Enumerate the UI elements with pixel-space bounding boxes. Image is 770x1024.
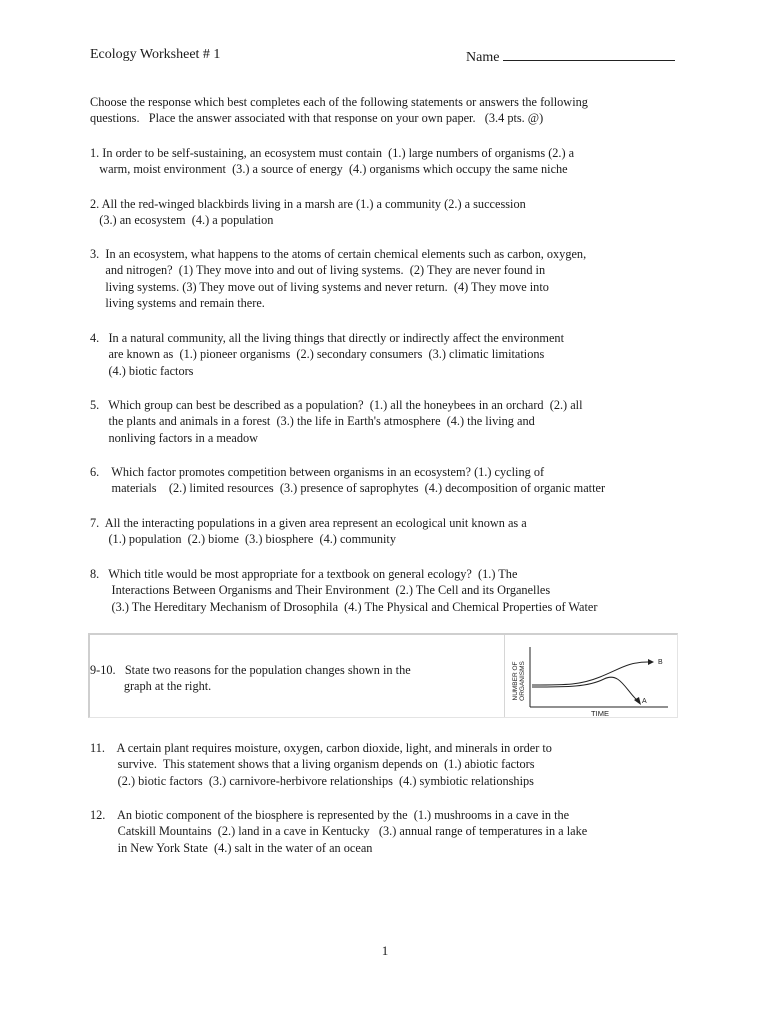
question-9-10: [90, 662, 411, 695]
graph-ylabel: [512, 660, 526, 700]
population-graph: [508, 641, 678, 717]
question-line: warm, moist environment (3.) a source of energy (4.) organisms which occupy the same niche: [90, 162, 568, 177]
question-7: [90, 515, 527, 548]
box-divider: [504, 635, 505, 717]
name-field: [466, 47, 675, 66]
question-line: (4.) biotic factors: [90, 363, 194, 378]
graph-ylabel-line1: NUMBER OF: [512, 661, 519, 701]
question-line: living systems and remain there.: [90, 296, 265, 311]
question-line: 2. All the red-winged blackbirds living in a marsh are (1.) a community (2.) a succession: [90, 197, 526, 211]
question-line: materials (2.) limited resources (3.) presence of saprophytes (4.) decomposition of organic matter: [90, 481, 606, 496]
question-line: 4. In a natural community, all the living things that directly or indirectly affect the environment: [90, 331, 564, 345]
question-line: 1. In order to be self-sustaining, an ecosystem must contain (1.) large numbers of organisms (2.) a: [90, 146, 575, 160]
question-line: (1.) population (2.) biome (3.) biosphere (4.) community: [90, 532, 396, 547]
question-line: Catskill Mountains (2.) land in a cave in Kentucky (3.) annual range of temperatures in a lake: [90, 824, 588, 839]
question-line: and nitrogen? (1) They move into and out of living systems. (2) They are never found in: [90, 263, 546, 278]
question-line: 11. A certain plant requires moisture, oxygen, carbon dioxide, light, and minerals in order to: [90, 741, 552, 755]
instructions-line: Choose the response which best completes each of the following statements or answers the following: [90, 95, 588, 109]
question-line: in New York State (4.) salt in the water of an ocean: [90, 840, 373, 855]
question-4: [90, 330, 564, 379]
question-line: survive. This statement shows that a living organism depends on (1.) abiotic factors: [90, 757, 535, 772]
question-8: [90, 566, 598, 615]
instructions: [90, 94, 690, 127]
question-6: [90, 464, 605, 497]
graph-xlabel: TIME: [591, 709, 609, 717]
name-blank-line: [503, 47, 675, 61]
question-line: nonliving factors in a meadow: [90, 430, 259, 445]
question-line: graph at the right.: [90, 679, 212, 694]
question-2: [90, 196, 526, 229]
graph-label-a: A: [642, 698, 647, 705]
question-line: 3. In an ecosystem, what happens to the atoms of certain chemical elements such as carbon, oxygen,: [90, 247, 587, 261]
page-number: 1: [381, 943, 389, 958]
graph-label-b: B: [658, 659, 663, 666]
name-label: Name: [466, 50, 500, 65]
question-line: 7. All the interacting populations in a given area represent an ecological unit known as a: [90, 516, 527, 530]
question-line: are known as (1.) pioneer organisms (2.) secondary consumers (3.) climatic limitations: [90, 347, 545, 362]
graph-curve-b: [532, 662, 648, 685]
graph-curve-a: [532, 677, 638, 701]
question-line: (2.) biotic factors (3.) carnivore-herbivore relationships (4.) symbiotic relationships: [90, 773, 534, 788]
question-line: 6. Which factor promotes competition between organisms in an ecosystem? (1.) cycling of: [90, 465, 545, 479]
question-line: 5. Which group can best be described as a population? (1.) all the honeybees in an orchard (2.) all: [90, 398, 583, 412]
question-line: 12. An biotic component of the biosphere is represented by the (1.) mushrooms in a cave in the: [90, 808, 570, 822]
question-11: [90, 740, 552, 789]
question-12: [90, 807, 587, 856]
instructions-line: questions. Place the answer associated with that response on your own paper. (3.4 pts. @): [90, 111, 544, 126]
question-line: living systems. (3) They move out of living systems and never return. (4) They move into: [90, 279, 549, 294]
question-line: Interactions Between Organisms and Their Environment (2.) The Cell and its Organelles: [90, 583, 551, 598]
question-3: [90, 246, 586, 312]
question-line: 9-10. State two reasons for the population changes shown in the: [90, 663, 411, 677]
question-line: (3.) an ecosystem (4.) a population: [90, 213, 274, 228]
graph-question-box: [88, 633, 678, 718]
question-5: [90, 397, 583, 446]
question-1: [90, 145, 574, 178]
worksheet-title: Ecology Worksheet # 1: [90, 47, 221, 62]
graph-ylabel-line2: ORGANISMS: [519, 661, 526, 701]
question-line: 8. Which title would be most appropriate for a textbook on general ecology? (1.) The: [90, 567, 518, 581]
graph-arrow-b: [648, 659, 654, 665]
question-line: (3.) The Hereditary Mechanism of Drosophila (4.) The Physical and Chemical Properties of Water: [90, 599, 598, 614]
question-line: the plants and animals in a forest (3.) the life in Earth's atmosphere (4.) the living and: [90, 414, 535, 429]
